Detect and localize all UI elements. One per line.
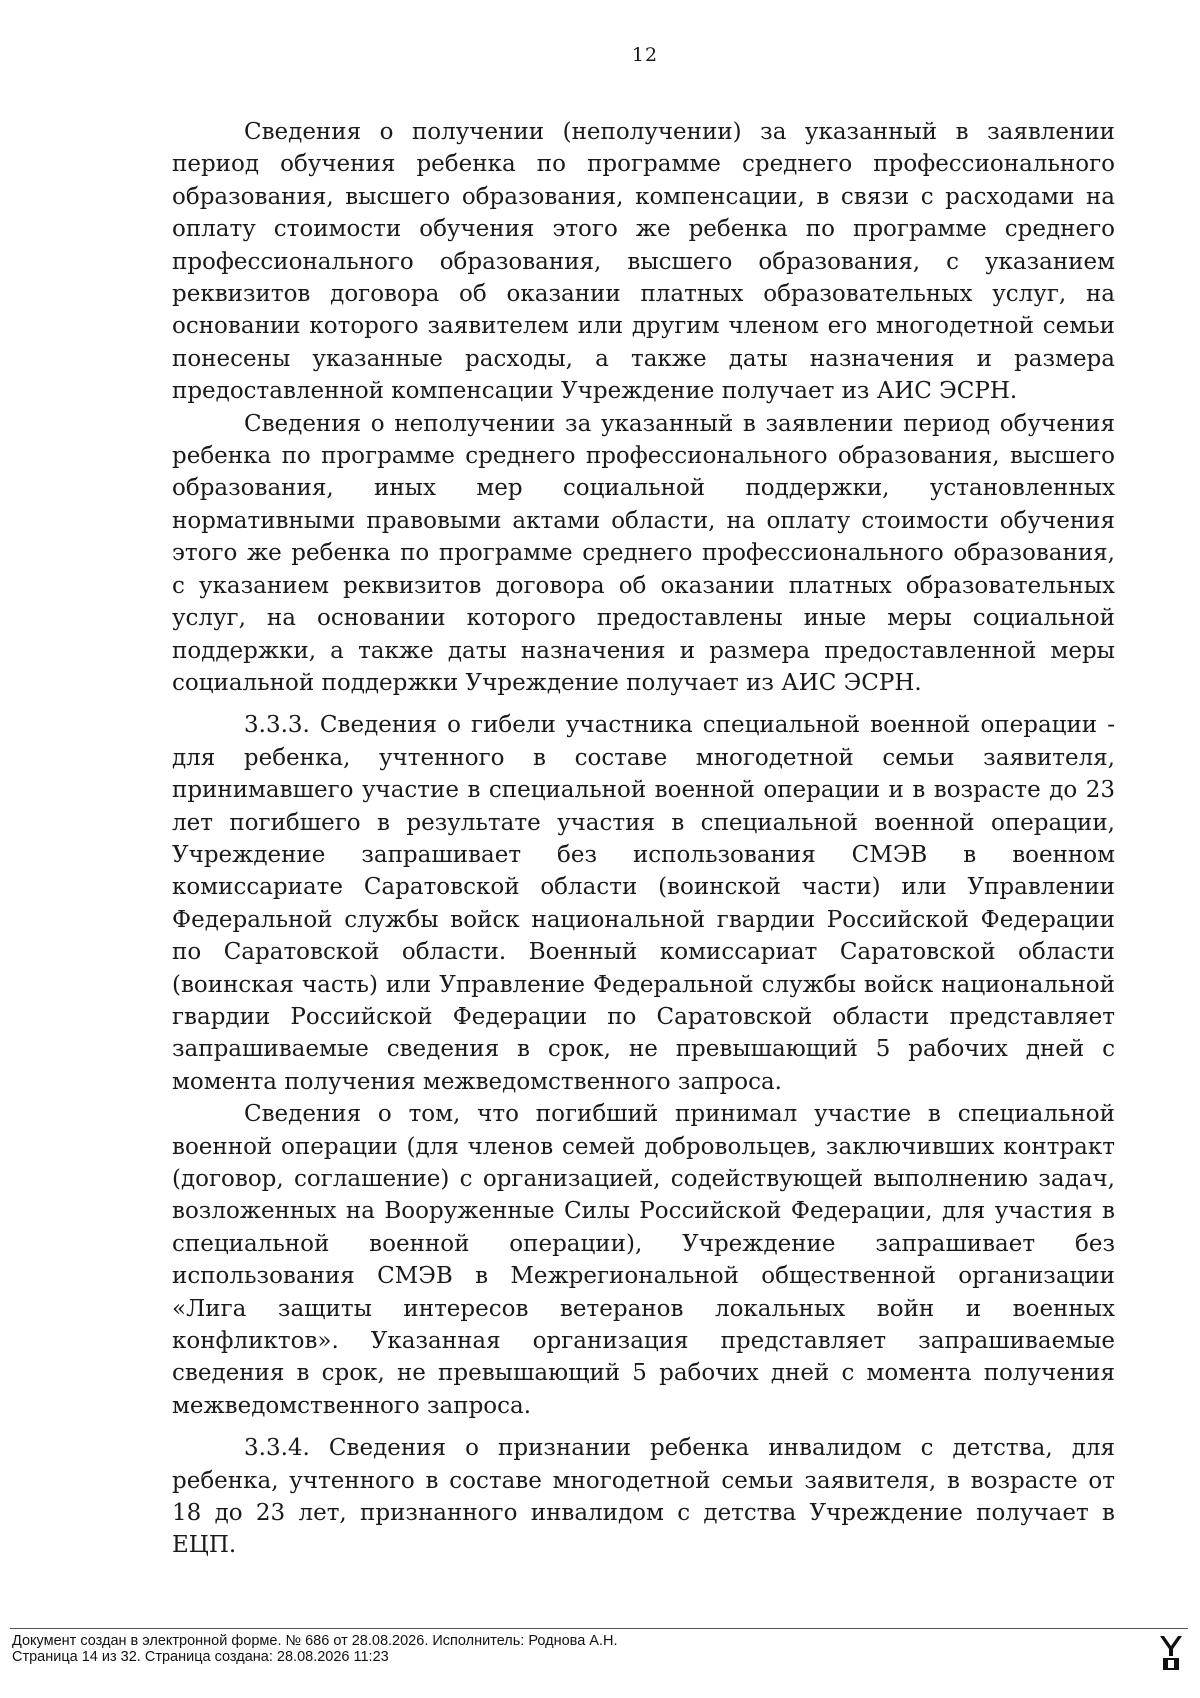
- paragraph-social-support-info: Сведения о неполучении за указанный в заявлении период обучения ребенка по программе среднего профессионального образования, высшего образования, иных мер социальной поддержки, установленных нормативными правовыми актами области, на оплату стоимости обучения этого же ребенка по программе среднего профессионального образования, с указанием реквизитов договора об оказании платных образовательных услуг, на основании которого предоставлены иные меры социальной поддержки, а также даты назначения и размера предоставленной меры социальной поддержки Учреждение получает из АИС ЭСРН.: [172, 410, 1115, 696]
- paragraph-compensation-info: Сведения о получении (неполучении) за указанный в заявлении период обучения ребенка по программе среднего профессионального образования, высшего образования, компенсации, в связи с расходами на оплату стоимости обучения этого же ребенка по программе среднего профессионального образования, высшего образования, с указанием реквизитов договора об оказании платных образовательных услуг, на основании которого заявителем или другим членом его многодетной семьи понесены указанные расходы, а также даты назначения и размера предоставленной компенсации Учреждение получает из АИС ЭСРН.: [172, 119, 1115, 405]
- footer-text: [12, 1633, 618, 1665]
- saratov-emblem-icon: [1154, 1632, 1188, 1674]
- page-number: 12: [631, 44, 659, 66]
- document-body: [172, 116, 1115, 1562]
- paragraph-section-3-3-4: 3.3.4. Сведения о признании ребенка инвалидом с детства, для ребенка, учтенного в составе многодетной семьи заявителя, в возрасте от 18 до 23 лет, признанного инвалидом с детства Учреждение получает в ЕЦП.: [172, 1435, 1115, 1559]
- footer-page-info: Страница 14 из 32. Страница создана: 28.08.2026 11:23: [12, 1649, 389, 1665]
- document-footer: [0, 1628, 1200, 1698]
- footer-document-info: Документ создан в электронной форме. № 686 от 28.08.2026. Исполнитель: Роднова А.Н.: [12, 1633, 618, 1649]
- paragraph-section-3-3-3: 3.3.3. Сведения о гибели участника специальной военной операции - для ребенка, учтенного в составе многодетной семьи заявителя, принимавшего участие в специальной военной операции и в возрасте до 23 лет погибшего в результате участия в специальной военной операции, Учреждение запрашивает без использования СМЭВ в военном комиссариате Саратовской области (воинской части) или Управлении Федеральной службы войск национальной гвардии Российской Федерации по Саратовской области. Военный комиссариат Саратовской области (воинская часть) или Управление Федеральной службы войск национальной гвардии Российской Федерации по Саратовской области представляет запрашиваемые сведения в срок, не превышающий 5 рабочих дней с момента получения межведомственного запроса.: [172, 712, 1115, 1095]
- paragraph-volunteer-info: Сведения о том, что погибший принимал участие в специальной военной операции (для членов семей добровольцев, заключивших контракт (договор, соглашение) с организацией, содействующей выполнению задач, возложенных на Вооруженные Силы Российской Федерации, для участия в специальной военной операции), Учреждение запрашивает без использования СМЭВ в Межрегиональной общественной организации «Лига защиты интересов ветеранов локальных войн и военных конфликтов». Указанная организация представляет запрашиваемые сведения в срок, не превышающий 5 рабочих дней с момента получения межведомственного запроса.: [172, 1101, 1115, 1419]
- footer-divider: [10, 1628, 1188, 1629]
